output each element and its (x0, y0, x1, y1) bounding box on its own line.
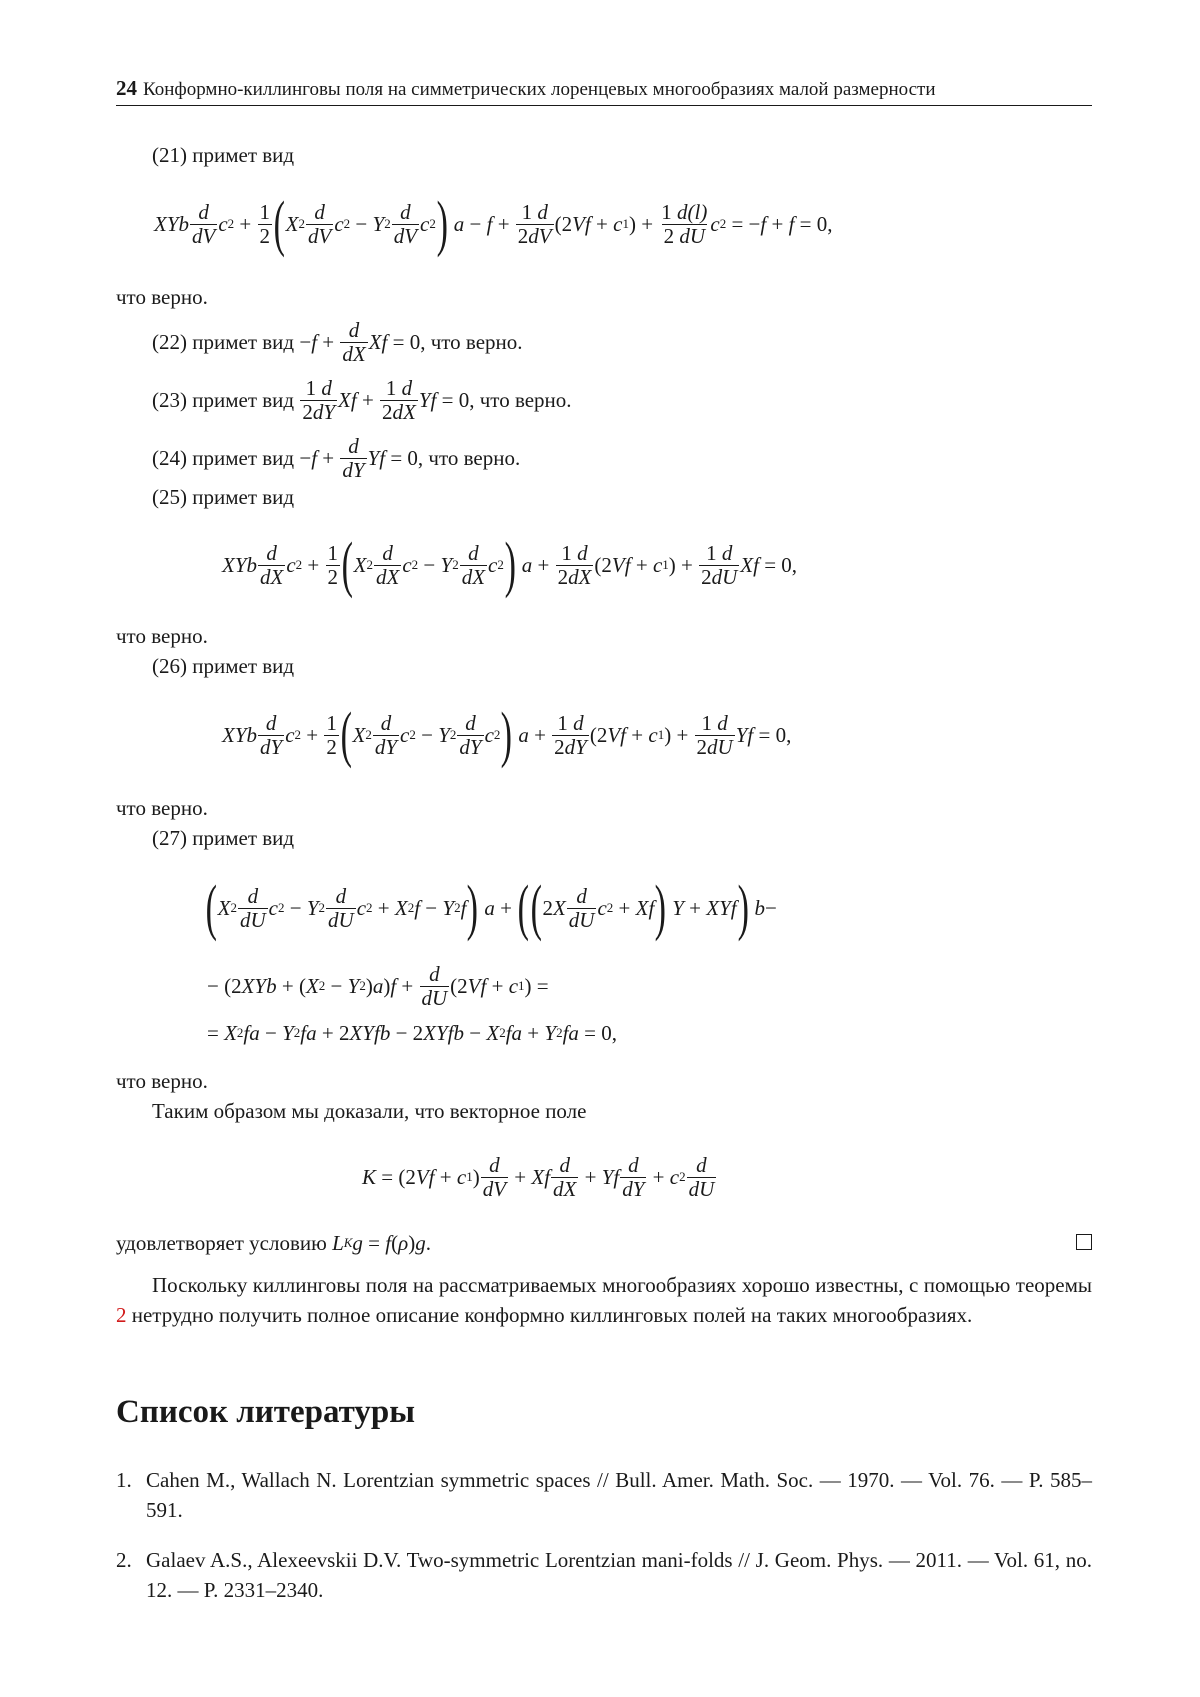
equation-26: XYb $\frac{d}{dY}$ c 2 + $\frac{1}{2}$ ( X 2 $\frac{d}{dY}$ c 2 − Y 2 $\frac{d}{dY}$ c 2 ) a + $\frac{1 d}{2dY}$ (2 Vf + c 1 ) + $\frac{1 d}{2dU}$ Yf = 0, (222, 701, 792, 769)
eq24-suffix: , что верно. (417, 445, 521, 470)
reference-text: Cahen M., Wallach N. Lorentzian symmetric spaces // Bull. Amer. Math. Soc. — 1970. — Vol. 76. — P. 585–591. (146, 1468, 1092, 1522)
equation-22: (22) примет вид − f + $\frac{d}{dX}$ Xf = 0 , что верно. (152, 318, 523, 366)
eq24-prefix: (24) примет вид (152, 445, 295, 470)
eq23-prefix: (23) примет вид (152, 387, 295, 412)
satisfies-line: удовлетворяет условию L K g = f ( ρ ) g . (116, 1230, 431, 1255)
eq27-intro: (27) примет вид (152, 826, 295, 850)
page-number: 24 (116, 76, 137, 100)
running-title: Конформно-киллинговы поля на симметрических лоренцевых многообразиях малой размерности (143, 79, 936, 100)
satisfies-text: удовлетворяет условию (116, 1230, 327, 1255)
equation-27-line-1: ( X 2 $\frac{d}{dU}$ c 2 − Y 2 $\frac{d}{dU}$ c 2 + X 2 f − Y 2 f ) a + ( ( 2 X $\frac{d}{dU}$ c 2 + Xf ) Y + XYf ) b − (205, 874, 777, 942)
eq23-suffix: , что верно. (469, 387, 572, 412)
correct-1: что верно. (116, 285, 208, 309)
eq25-intro: (25) примет вид (152, 485, 295, 509)
final-para-text-2: нетрудно получить полное описание конформно киллинговых полей на таких многообразиях. (131, 1303, 973, 1327)
running-head (116, 76, 1092, 106)
equation-vector-field: K = (2 Vf + c 1 ) $\frac{d}{dV}$ + Xf $\frac{d}{dX}$ + Yf $\frac{d}{dY}$ + c 2 $\frac{d}{dU}$ (362, 1153, 715, 1201)
references-heading: Список литературы (116, 1394, 416, 1430)
qed-square (1076, 1234, 1092, 1250)
lie-derivative-symbol: L (332, 1230, 344, 1255)
equation-27-line-2: − (2 XYb + ( X 2 − Y 2 ) a ) f + $\frac{d}{dU}$ (2 Vf + c 1 ) = (207, 962, 549, 1010)
equation-25: XYb $\frac{d}{dX}$ c 2 + $\frac{1}{2}$ ( X 2 $\frac{d}{dX}$ c 2 − Y 2 $\frac{d}{dX}$ c 2 ) a + $\frac{1 d}{2dX}$ (2 Vf + c 1 ) + $\frac{1 d}{2dU}$ Xf = 0, (222, 531, 798, 599)
equation-24: (24) примет вид − f + $\frac{d}{dY}$ Yf = 0 , что верно. (152, 434, 521, 482)
reference-number: 2. (116, 1548, 132, 1572)
correct-3: что верно. (116, 796, 208, 820)
eq22-prefix: (22) примет вид (152, 329, 295, 354)
reference-number: 1. (116, 1468, 132, 1492)
theorem-link[interactable]: 2 (116, 1303, 127, 1327)
eq22-suffix: , что верно. (420, 329, 523, 354)
reference-item (116, 1465, 1092, 1525)
reference-text: Galaev A.S., Alexeevskii D.V. Two-symmetric Lorentzian mani-folds // J. Geom. Phys. — 2011. — Vol. 61, no. 12. — P. 2331–2340. (146, 1548, 1092, 1602)
correct-2: что верно. (116, 624, 208, 648)
equation-23: (23) примет вид $\frac{1 d}{2dY}$ Xf + $\frac{1 d}{2dX}$ Yf = 0 , что верно. (152, 376, 572, 424)
correct-4: что верно. (116, 1069, 208, 1093)
eq26-intro: (26) примет вид (152, 654, 295, 678)
eq21-intro: (21) примет вид (152, 143, 295, 167)
equation-27-line-3: = X 2 fa − Y 2 fa + 2 XYfb − 2 XYfb − X 2 fa + Y 2 fa = 0, (207, 1020, 617, 1045)
reference-item (116, 1545, 1092, 1605)
equation-21: XYb $\frac{d}{dV}$ c 2 + $\frac{1}{2}$ ( X 2 $\frac{d}{dV}$ c 2 − Y 2 $\frac{d}{dV}$ c 2 ) a − f + $\frac{1 d}{2dV}$ (2 Vf + c 1 ) + $\frac{1 d(l)}{2 dU}$ c 2 = − f + f = 0, (154, 190, 833, 258)
final-paragraph (116, 1270, 1092, 1330)
conclusion-line: Таким образом мы доказали, что векторное поле (152, 1099, 587, 1123)
final-para-text-1: Поскольку киллинговы поля на рассматриваемых многообразиях хорошо известны, с помощью теоремы (152, 1273, 1092, 1297)
